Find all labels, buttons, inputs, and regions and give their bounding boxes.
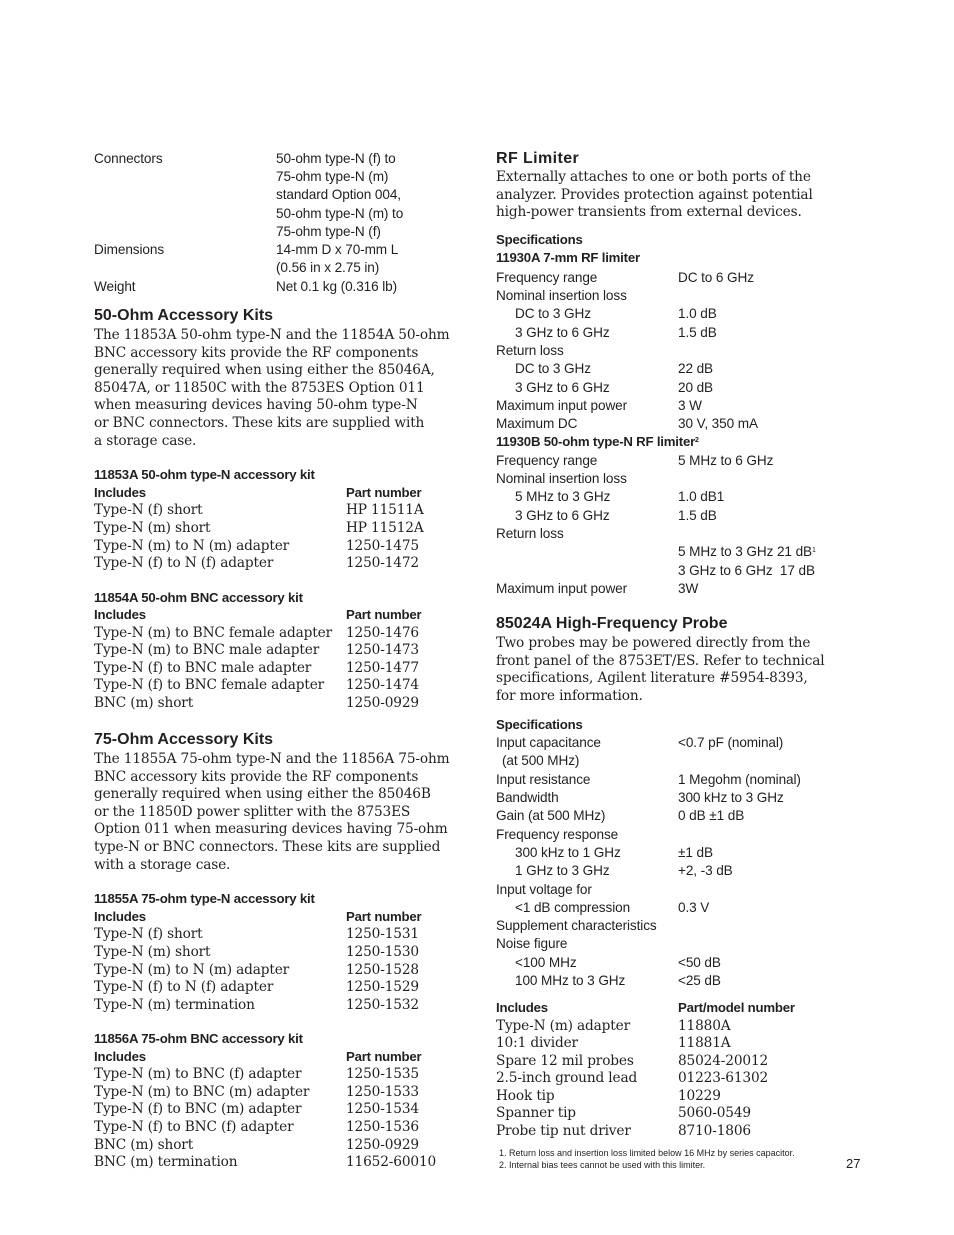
part-number: 1250-1473 [346,642,419,658]
item-name: Type-N (m) to BNC (f) adapter [94,1066,302,1082]
part-number: 85024-20012 [678,1053,769,1069]
spec-label: Frequency range [496,270,598,285]
spec-value-text: 5 MHz to 3 GHz 21 dB [678,544,812,559]
spec-value: <0.7 pF (nominal) [678,735,784,750]
part-number: 1250-1528 [346,962,419,978]
spec-value: <25 dB [678,973,721,988]
spec-label: Input voltage for [496,882,592,897]
part-number: 1250-1534 [346,1101,419,1117]
spec-value: 3 W [678,398,702,413]
footnote: 2. Internal bias tees cannot be used with this limiter. [499,1160,706,1170]
table-row [94,694,419,712]
page-number: 27 [846,1156,861,1171]
spec-label: 1 GHz to 3 GHz [515,863,610,878]
table-row [94,996,419,1014]
spec-label: Dimensions [94,242,165,257]
kit-title: 11853A 50-ohm type-N accessory kit [94,467,315,482]
item-name: Type-N (m) short [94,944,211,960]
item-name: Type-N (f) short [94,926,203,942]
spec-row [496,734,784,752]
specs-label: Specifications [496,717,583,732]
spec-row [496,379,714,397]
item-name: Type-N (m) to BNC (m) adapter [94,1084,310,1100]
part-number: HP 11511A [346,502,424,518]
spec-row [496,305,717,323]
item-name: Type-N (f) to N (f) adapter [94,555,274,571]
spec-value: standard Option 004, [276,187,401,202]
item-name: Hook tip [496,1088,555,1104]
item-name: BNC (m) termination [94,1154,238,1170]
part-number: 11652-60010 [346,1154,437,1170]
part-number: 8710-1806 [678,1123,751,1139]
section-heading: 50-Ohm Accessory Kits [94,307,274,324]
col-includes: Includes [496,1000,548,1015]
table-row [94,1065,419,1083]
part-number: 1250-1533 [346,1084,419,1100]
spec-label: Maximum input power [496,581,628,596]
spec-label: <1 dB compression [515,900,631,915]
spec-value: (0.56 in x 2.75 in) [276,260,380,275]
part-number: 1250-0929 [346,695,419,711]
spec-row [496,954,721,972]
kit-title: 11854A 50-ohm BNC accessory kit [94,590,303,605]
spec-value: 50-ohm type-N (f) to [276,151,396,166]
section-heading: 85024A High-Frequency Probe [496,615,728,632]
spec-row [496,844,713,862]
table-row [94,519,424,537]
item-name: Type-N (m) to BNC female adapter [94,625,332,641]
spec-label: Weight [94,279,136,294]
part-number: 1250-0929 [346,1137,419,1153]
spec-label: Supplement characteristics [496,918,657,933]
table-row [94,659,419,677]
col-includes: Includes [94,607,146,622]
spec-label: Bandwidth [496,790,559,805]
section-paragraph: The 11853A 50-ohm type-N and the 11854A 50-ohm BNC accessory kits provide the RF components generally required when using either the 85046A, 85047A, or 11850C with the 8753ES Option 011 when measuring devices having 50-ohm type-N or BNC connectors. These kits are supplied with a storage case. [94,327,450,449]
part-number: 1250-1475 [346,538,419,554]
spec-value: 3W [678,581,699,596]
spec-label: Return loss [496,526,564,541]
item-name: Type-N (m) to N (m) adapter [94,538,290,554]
section-heading: RF Limiter [496,150,580,167]
spec-row [496,525,564,543]
spec-row [496,470,627,488]
spec-row [94,278,398,296]
item-name: Probe tip nut driver [496,1123,631,1139]
item-name: Type-N (m) to BNC male adapter [94,642,320,658]
spec-label: DC to 3 GHz [515,306,591,321]
spec-row [496,807,745,825]
col-part: Part number [346,909,422,924]
item-name: 10:1 divider [496,1035,578,1051]
item-name: Type-N (f) to BNC (m) adapter [94,1101,302,1117]
item-name: Type-N (f) to BNC male adapter [94,660,312,676]
part-number: 5060-0549 [678,1105,751,1121]
table-row [94,641,419,659]
spec-row [94,241,399,259]
part-number: 1250-1530 [346,944,419,960]
spec-value: 0 dB ±1 dB [678,808,745,823]
table-row [94,1136,419,1154]
spec-row [496,771,801,789]
spec-label: Return loss [496,343,564,358]
footnote: 1. Return loss and insertion loss limited below 16 MHz by series capacitor. [499,1148,795,1158]
limiter-title-text: 11930B 50-ohm type-N RF limiter [496,434,696,449]
part-number: 1250-1476 [346,625,419,641]
table-row [94,624,419,642]
spec-row [496,862,733,880]
part-number: 1250-1535 [346,1066,419,1082]
spec-value: 5 MHz to 6 GHz [678,453,774,468]
limiter-title: 11930A 7-mm RF limiter [496,250,640,265]
spec-value: 50-ohm type-N (m) to [276,206,404,221]
table-header [94,1048,422,1066]
spec-value: +2, -3 dB [678,863,733,878]
spec-row [496,752,579,770]
spec-value: Net 0.1 kg (0.316 lb) [276,279,398,294]
table-row [496,1122,751,1140]
table-row [496,1104,751,1122]
item-name: Spanner tip [496,1105,576,1121]
spec-label: 100 MHz to 3 GHz [515,973,626,988]
spec-value [678,543,816,561]
spec-value: ±1 dB [678,845,713,860]
spec-label: Nominal insertion loss [496,288,627,303]
table-row [496,1034,731,1052]
table-row [94,961,419,979]
spec-row [496,360,714,378]
part-number: 1250-1532 [346,997,419,1013]
table-header [496,999,795,1017]
spec-label: Frequency range [496,453,598,468]
spec-label: Noise figure [496,936,568,951]
spec-value: 3 GHz to 6 GHz 17 dB [678,563,815,578]
table-header [94,908,422,926]
kit-title: 11855A 75-ohm type-N accessory kit [94,891,315,906]
spec-row [496,287,627,305]
item-name: Type-N (m) short [94,520,211,536]
part-number: 1250-1531 [346,926,419,942]
part-number: 1250-1472 [346,555,419,571]
spec-row [496,917,657,935]
table-row [94,676,419,694]
spec-row [496,415,758,433]
section-paragraph: The 11855A 75-ohm type-N and the 11856A 75-ohm BNC accessory kits provide the RF components generally required when using either the 85046B or the 11850D power splitter with the 8753ES Option 011 when measuring devices having 75-ohm type-N or BNC connectors. These kits are supplied with a storage case. [94,751,450,873]
part-number: 11881A [678,1035,731,1051]
table-row [94,1100,419,1118]
section-paragraph: Externally attaches to one or both ports of the analyzer. Provides protection against potential high-power transients from external devices. [496,169,813,221]
spec-label: DC to 3 GHz [515,361,591,376]
part-number: 1250-1529 [346,979,419,995]
table-header [94,484,422,502]
spec-label: Maximum input power [496,398,628,413]
spec-row [496,881,592,899]
item-name: Type-N (m) termination [94,997,255,1013]
section-heading: 75-Ohm Accessory Kits [94,731,274,748]
spec-value: 1.5 dB [678,325,717,340]
table-row [94,1083,419,1101]
col-includes: Includes [94,909,146,924]
part-number: HP 11512A [346,520,424,536]
spec-label: 3 GHz to 6 GHz [515,380,610,395]
spec-value: <50 dB [678,955,721,970]
spec-label: <100 MHz [515,955,577,970]
part-number: 1250-1536 [346,1119,419,1135]
table-header [94,606,422,624]
spec-value: 75-ohm type-N (f) [276,224,381,239]
footnote-ref: 1 [812,547,816,554]
table-row [94,501,424,519]
part-number: 11880A [678,1018,731,1034]
part-number: 10229 [678,1088,721,1104]
table-row [496,1069,769,1087]
col-part: Part number [346,485,422,500]
col-part: Part number [346,1049,422,1064]
spec-label: Gain (at 500 MHz) [496,808,606,823]
spec-label: Input capacitance [496,735,601,750]
spec-row [496,935,567,953]
spec-value: 1.5 dB [678,508,717,523]
spec-row [496,324,717,342]
spec-row [496,342,564,360]
spec-value: 1 Megohm (nominal) [678,772,801,787]
spec-value: 20 dB [678,380,714,395]
table-row [94,1118,419,1136]
spec-label: 5 MHz to 3 GHz [515,489,611,504]
table-row [94,925,419,943]
limiter-title [496,433,699,451]
item-name: 2.5-inch ground lead [496,1070,638,1086]
col-includes: Includes [94,1049,146,1064]
spec-value: 22 dB [678,361,714,376]
table-row [94,554,419,572]
col-includes: Includes [94,485,146,500]
spec-row [496,826,618,844]
item-name: BNC (m) short [94,1137,194,1153]
spec-label: Nominal insertion loss [496,471,627,486]
item-name: Type-N (f) short [94,502,203,518]
table-row [94,978,419,996]
item-name: BNC (m) short [94,695,194,711]
part-number: 1250-1474 [346,677,419,693]
item-name: Type-N (f) to BNC (f) adapter [94,1119,294,1135]
spec-value: 75-ohm type-N (m) [276,169,389,184]
specs-label: Specifications [496,232,583,247]
table-row [94,537,419,555]
table-row [496,1087,721,1105]
spec-row [496,488,725,506]
item-name: Type-N (f) to BNC female adapter [94,677,325,693]
spec-value: DC to 6 GHz [678,270,754,285]
spec-row [496,580,699,598]
spec-label: 3 GHz to 6 GHz [515,508,610,523]
spec-value: 30 V, 350 mA [678,416,758,431]
spec-value: 300 kHz to 3 GHz [678,790,784,805]
col-part: Part number [346,607,422,622]
spec-row [496,899,710,917]
spec-row [496,507,717,525]
spec-value: 1.0 dB [678,306,717,321]
table-row [94,943,419,961]
spec-label: Frequency response [496,827,619,842]
item-name: Type-N (f) to N (f) adapter [94,979,274,995]
kit-title: 11856A 75-ohm BNC accessory kit [94,1031,303,1046]
spec-row [496,397,702,415]
part-number: 01223-61302 [678,1070,769,1086]
spec-label: Connectors [94,151,163,166]
spec-label: (at 500 MHz) [502,753,580,768]
spec-row [496,972,721,990]
spec-label: Input resistance [496,772,591,787]
spec-value: 0.3 V [678,900,710,915]
part-number: 1250-1477 [346,660,419,676]
spec-row [94,150,396,168]
col-part: Part/model number [678,1000,795,1015]
spec-label: Maximum DC [496,416,578,431]
section-paragraph: Two probes may be powered directly from the front panel of the 8753ET/ES. Refer to technical specifications, Agilent literature #5954-8393, for more information. [496,635,825,704]
item-name: Type-N (m) adapter [496,1018,630,1034]
table-row [496,1052,769,1070]
item-name: Type-N (m) to N (m) adapter [94,962,290,978]
spec-value: 14-mm D x 70-mm L [276,242,399,257]
spec-row [496,269,754,287]
spec-label: 3 GHz to 6 GHz [515,325,610,340]
table-row [496,1017,731,1035]
footnote-ref: 2 [695,437,699,444]
item-name: Spare 12 mil probes [496,1053,634,1069]
spec-value: 1.0 dB1 [678,489,725,504]
spec-row [496,789,784,807]
table-row [94,1153,437,1171]
spec-row [496,452,774,470]
spec-label: 300 kHz to 1 GHz [515,845,621,860]
